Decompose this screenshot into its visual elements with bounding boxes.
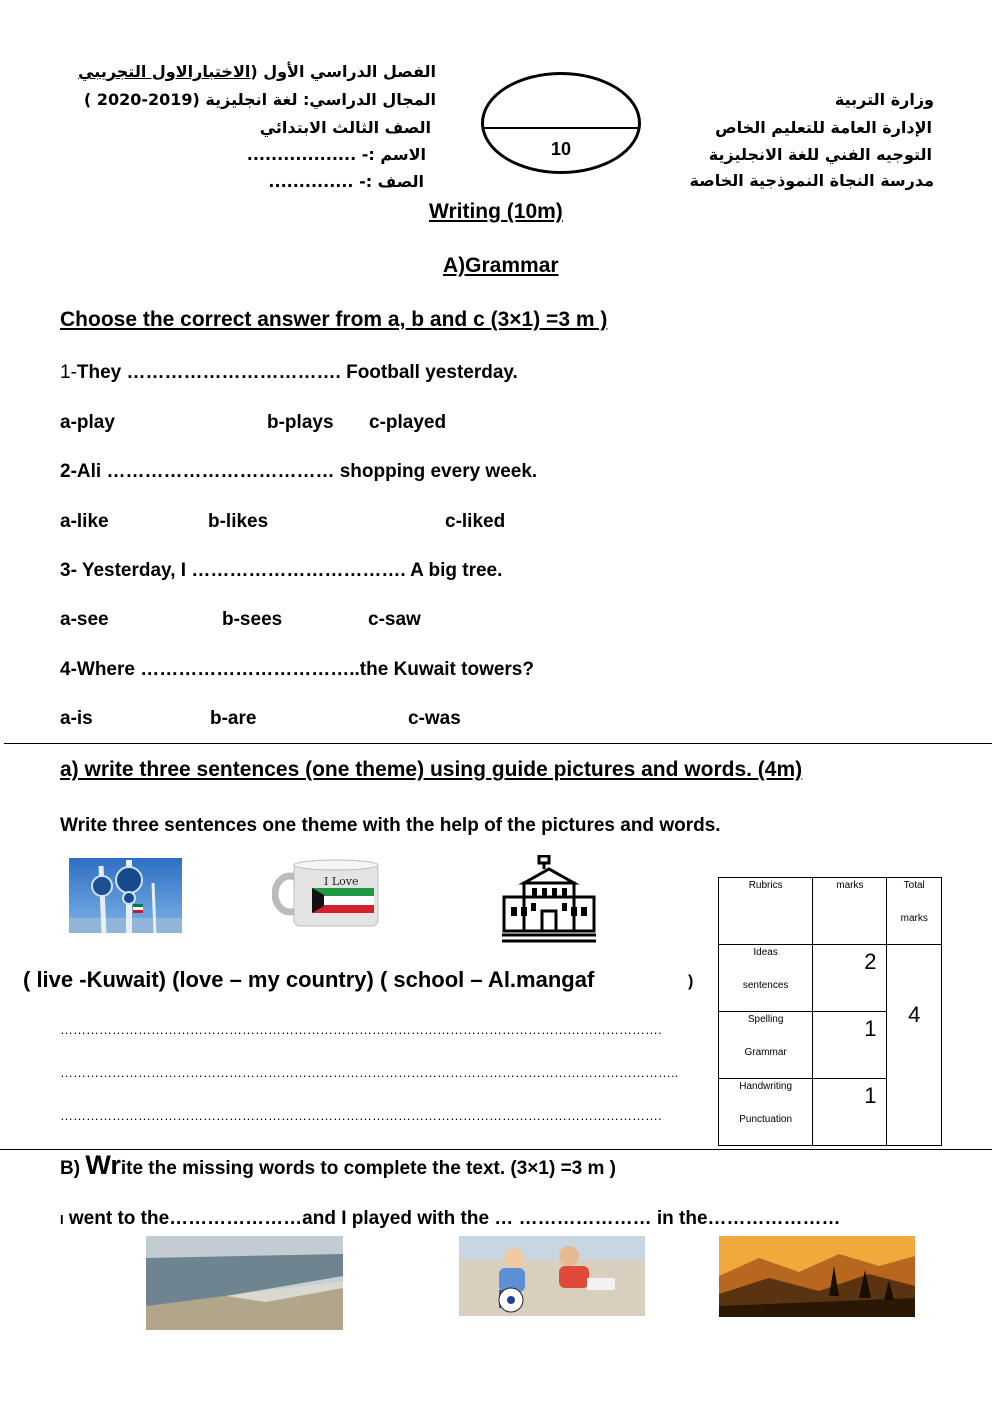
section-divider [4,743,992,744]
question-3: 3- Yesterday, I ……………………………. A big tree. [60,560,503,581]
writing-line-2[interactable]: …………………………………………………………………………………………………………………………….. [60,1065,679,1080]
spelling-mark: 1 [813,1012,887,1079]
question-1-number: 1- [60,362,77,383]
beach-icon [146,1236,343,1330]
ministry-line: وزارة التربية [834,90,934,109]
section-b-prefix: B) [60,1158,86,1179]
question-1 [60,362,518,384]
supervision-line: التوجيه الفني للغة الانجليزية [708,145,932,164]
rubric-header: Rubrics [719,878,813,945]
q2-option-b[interactable]: b-likes [208,511,269,532]
school-icon [502,855,596,947]
writing-line-1[interactable]: …………………………………………………………………………………………………………………………. [60,1022,662,1037]
ideas-mark: 2 [813,945,887,1012]
q3-option-a[interactable]: a-see [60,609,109,630]
total-score: 10 [551,139,572,159]
sentence-first-letter: I [60,1212,64,1227]
section-b-title [60,1150,616,1181]
kids-icon [459,1236,645,1316]
class-field[interactable]: الصف :- .............. [268,172,424,191]
q3-option-b[interactable]: b-sees [222,609,283,630]
sunset-icon [719,1236,915,1317]
section-b-sentence[interactable] [60,1208,841,1230]
name-field[interactable]: الاسم :- .................. [246,145,426,164]
question-4: 4-Where ……………………………..the Kuwait towers? [60,659,534,680]
guide-words: ( live -Kuwait) (love – my country) ( school – Al.mangaf [23,967,595,992]
rubric-spelling: Spelling Grammar [719,1012,813,1079]
writing-title: Writing (10m) [429,200,563,223]
kuwait-towers-icon [69,858,182,933]
mug-picture [272,858,385,930]
beach-picture [146,1236,343,1330]
q4-option-b[interactable]: b-are [210,708,257,729]
grade-line: الصف الثالث الابتدائي [259,118,431,137]
school-picture [502,855,596,947]
section-b-big: Wr [85,1150,121,1180]
term-prefix: الفصل الدراسي الأول ( [250,62,436,81]
administration-line: الإدارة العامة للتعليم الخاص [715,118,932,137]
q4-option-a[interactable]: a-is [60,708,93,729]
subject-line: المجال الدراسي: لغة انجليزية (2019-2020 ) [83,90,436,109]
q2-option-c[interactable]: c-liked [445,511,506,532]
test-name: الاختبارالاول التجريبي [78,62,251,81]
choose-instruction: Choose the correct answer from a, b and c (3×1) =3 m ) [60,308,608,331]
q1-option-b[interactable]: b-plays [267,412,334,433]
grammar-title: A)Grammar [443,254,559,277]
section-a-title: a) write three sentences (one theme) using guide pictures and words. (4m) [60,758,803,781]
mug-text: I Love [324,875,359,888]
q4-option-c[interactable]: c-was [408,708,461,729]
rubric-table [718,877,942,1146]
question-1-text: They ……………………………. Football yesterday. [76,362,518,383]
q1-option-a[interactable]: a-play [60,412,115,433]
question-2: 2-Ali ……………………………… shopping every week. [60,461,538,482]
kids-playing-picture [459,1236,645,1316]
sentence-rest: went to the…………………and I played with the … ………………… in the………………… [63,1208,841,1229]
score-divider [483,127,639,129]
sunset-mountains-picture [719,1236,915,1317]
marks-header: marks [813,878,887,945]
rubric-handwriting: Handwriting Punctuation [719,1079,813,1146]
section-a-instruction: Write three sentences one theme with the help of the pictures and words. [60,815,721,836]
school-name-line: مدرسة النجاة النموذجية الخاصة [689,171,934,190]
total-header: Total marks [887,878,942,945]
rubric-ideas: Ideas sentences [719,945,813,1012]
q1-option-c[interactable]: c-played [369,412,447,433]
q2-option-a[interactable]: a-like [60,511,109,532]
handwriting-mark: 1 [813,1079,887,1146]
kuwait-towers-picture [69,858,182,933]
guide-words-close: ) [688,973,694,990]
section-b-rest: ite the missing words to complete the text. (3×1) =3 m ) [120,1158,617,1179]
q3-option-c[interactable]: c-saw [368,609,421,630]
mug-icon [272,858,385,930]
writing-line-3[interactable]: …………………………………………………………………………………………………………………………. [60,1108,662,1123]
term-line [78,62,436,81]
total-mark: 4 [887,945,942,1146]
